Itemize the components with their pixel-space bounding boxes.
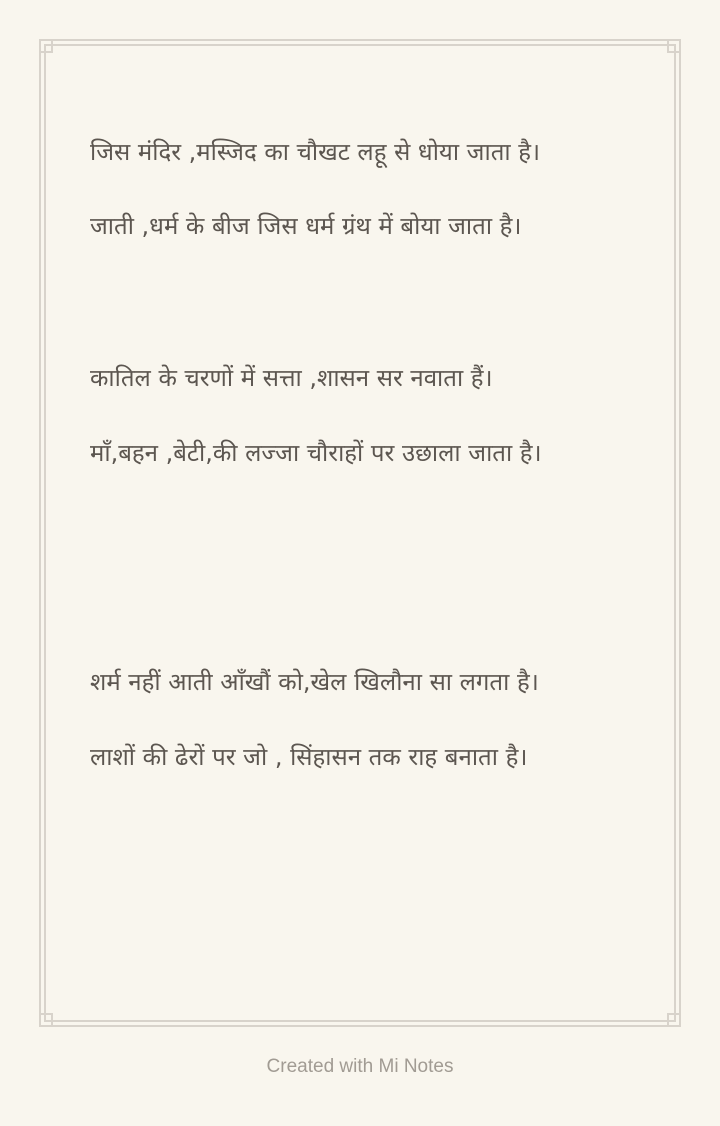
poem-line-4: माँ,बहन ,बेटी,की लज्जा चौराहों पर उछाला जाता है। [90, 439, 542, 467]
poem-line-3: कातिल के चरणों में सत्ता ,शासन सर नवाता हैं। [90, 364, 493, 392]
footer-credit: Created with Mi Notes [266, 1056, 454, 1077]
poem-line-2: जाती ,धर्म के बीज जिस धर्म ग्रंथ में बोया जाता है। [90, 212, 522, 240]
frame-inner-border [45, 45, 675, 1021]
poem-line-5: शर्म नहीं आती आँखौं को,खेल खिलौना सा लगता है। [90, 668, 539, 696]
poem-line-6: लाशों की ढेरों पर जो , सिंहासन तक राह बनाता है। [90, 743, 528, 771]
frame-outer-border [40, 40, 680, 1026]
poem-line-1: जिस मंदिर ,मस्जिद का चौखट लहू से धोया जाता है। [90, 138, 541, 166]
